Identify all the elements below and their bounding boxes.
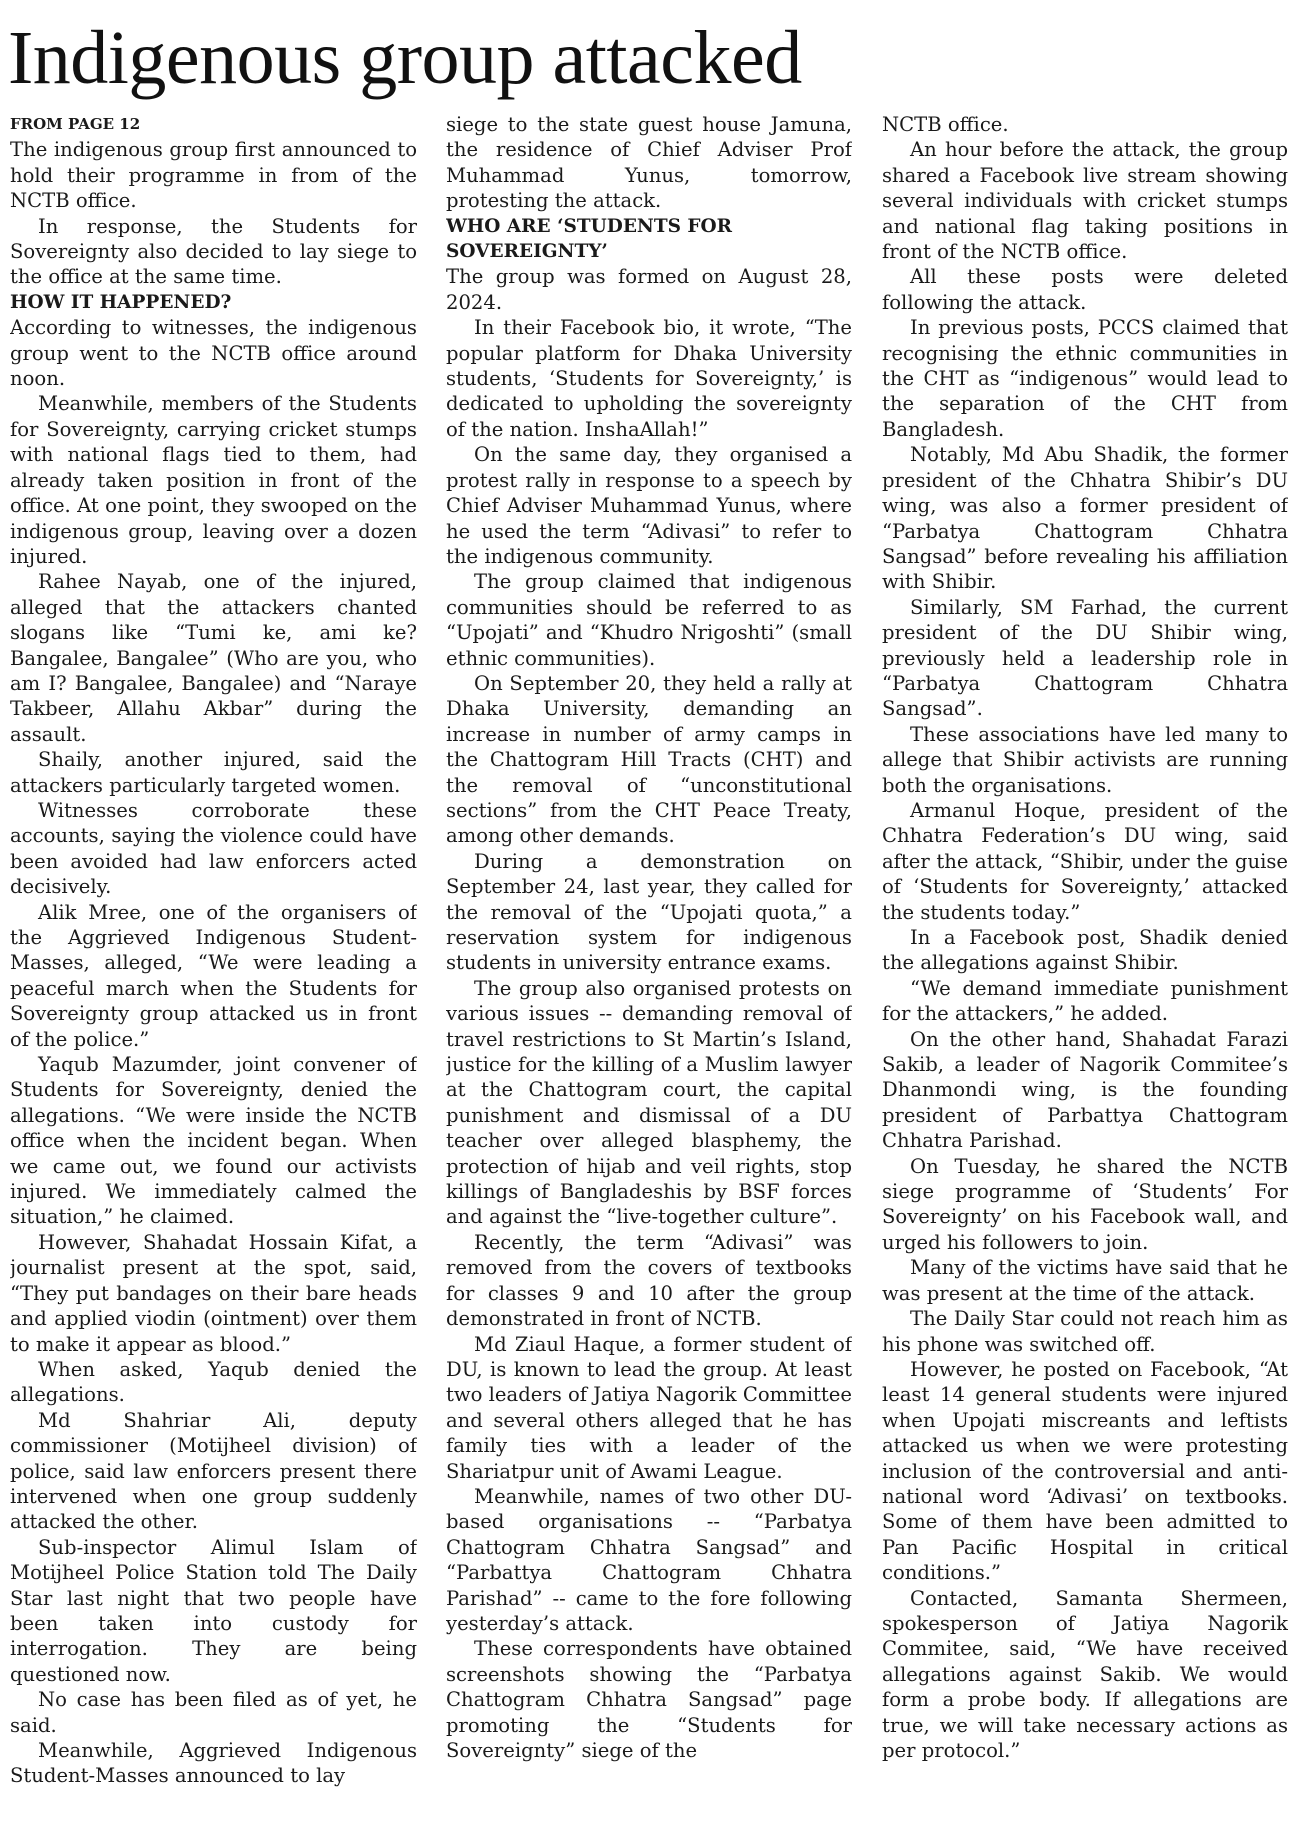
article-paragraph: No case has been filed as of yet, he said. [10, 1688, 417, 1737]
article-paragraph: On September 20, they held a rally at Dhaka University, demanding an increase in number of army camps in the Chattogram Hill Tracts (CHT) and the removal of “unconstitutional sections” from the CHT Peace Treaty, among other demands. [446, 671, 852, 848]
article-paragraph: Shaily, another injured, said the attackers particularly targeted women. [10, 748, 417, 797]
headline: Indigenous group attacked [8, 16, 802, 100]
article-paragraph: Recently, the term “Adivasi” was removed from the covers of textbooks for classes 9 and 10 after the group demonstrated in front of NCTB. [446, 1230, 852, 1331]
article-paragraph: On Tuesday, he shared the NCTB siege programme of ‘Students’ For Sovereignty’ on his Facebook wall, and urged his followers to join. [882, 1154, 1288, 1254]
section-subhead: HOW IT HAPPENED? [10, 291, 232, 313]
article-paragraph: Yaqub Mazumder, joint convener of Students for Sovereignty, denied the allegations. “We were inside the NCTB office when the incident began. When we came out, we found our activists injured. We immediately calmed the situation,” he claimed. [10, 1053, 417, 1229]
article-paragraph: In previous posts, PCCS claimed that recognising the ethnic communities in the CHT as “indigenous” would lead to the separation of the CHT from Bangladesh. [882, 316, 1288, 441]
article-paragraph: In their Facebook bio, it wrote, “The popular platform for Dhaka University students, ‘Students for Sovereignty,’ is dedicated to upholding the sovereignty of the nation. InshaAllah!” [446, 316, 852, 441]
article-paragraph: Meanwhile, Aggrieved Indigenous Student-Masses announced to lay [10, 1739, 417, 1788]
article-paragraph: During a demonstration on September 24, last year, they called for the removal of the “Upojati quota,” a reservation system for indigenous students in university entrance exams. [446, 849, 852, 975]
article-paragraph: Rahee Nayab, one of the injured, alleged that the attackers chanted slogans like “Tumi ke, ami ke? Bangalee, Bangalee” (Who are you, who am I? Bangalee, Bangalee) and “Naraye Takbeer, Allahu Akbar” during the assault. [10, 570, 417, 746]
article-paragraph: However, Shahadat Hossain Kifat, a journalist present at the spot, said, “They put bandages on their bare heads and applied viodin (ointment) over them to make it appear as blood.” [10, 1230, 417, 1356]
article-column-1 [10, 112, 417, 1834]
article-paragraph: On the same day, they organised a protest rally in response to a speech by Chief Adviser Muhammad Yunus, where he used the term “Adivasi” to refer to the indigenous community. [446, 443, 852, 568]
continued-from-kicker: FROM PAGE 12 [10, 115, 141, 133]
article-paragraph: The group claimed that indigenous communities should be referred to as “Upojati” and “Khudro Nrigoshti” (small ethnic communities). [446, 570, 852, 670]
article-paragraph: An hour before the attack, the group shared a Facebook live stream showing several individuals with cricket stumps and national flag taking positions in front of the NCTB office. [882, 138, 1288, 264]
article-paragraph: Similarly, SM Farhad, the current president of the DU Shibir wing, previously held a leadership role in “Parbatya Chattogram Chhatra Sangsad”. [882, 595, 1288, 721]
article-paragraph: The indigenous group first announced to hold their programme in from of the NCTB office. [10, 138, 417, 213]
section-subhead: WHO ARE ‘STUDENTS FOR SOVEREIGNTY’ [446, 215, 733, 263]
article-column-3 [882, 112, 1288, 1834]
article-paragraph: “We demand immediate punishment for the attackers,” he added. [882, 976, 1288, 1026]
article-paragraph: When asked, Yaqub denied the allegations. [10, 1357, 417, 1407]
article-paragraph: All these posts were deleted following the attack. [882, 265, 1288, 314]
article-paragraph: The group also organised protests on various issues -- demanding removal of travel restrictions to St Martin’s Island, justice for the killing of a Muslim lawyer at the Chattogram court, the capital punishment and dismissal of a DU teacher over alleged blasphemy, the protection of hijab and veil rights, stop killings of Bangladeshis by BSF forces and against the “live-together culture”. [446, 976, 852, 1229]
article-paragraph: According to witnesses, the indigenous group went to the NCTB office around noon. [10, 316, 417, 391]
article-paragraph: Contacted, Samanta Shermeen, spokesperson of Jatiya Nagorik Commitee, said, “We have received allegations against Sakib. We would form a probe body. If allegations are true, we will take necessary actions as per protocol.” [882, 1586, 1288, 1762]
article-paragraph: Md Ziaul Haque, a former student of DU, is known to lead the group. At least two leaders of Jatiya Nagorik Committee and several others alleged that he has family ties with a leader of the Shariatpur unit of Awami League. [446, 1332, 852, 1483]
article-paragraph: Many of the victims have said that he was present at the time of the attack. [882, 1256, 1288, 1305]
article-paragraph: Witnesses corroborate these accounts, saying the violence could have been avoided had law enforcers acted decisively. [10, 798, 417, 899]
article-paragraph: In response, the Students for Sovereignty also decided to lay siege to the office at the same time. [10, 214, 417, 289]
article-paragraph: In a Facebook post, Shadik denied the allegations against Shibir. [882, 926, 1288, 975]
article-paragraph: Meanwhile, members of the Students for Sovereignty, carrying cricket stumps with national flags tied to them, had already taken position in front of the office. At one point, they swooped on the indigenous group, leaving over a dozen injured. [10, 392, 417, 568]
article-paragraph: Alik Mree, one of the organisers of the Aggrieved Indigenous Student-Masses, alleged, “We were leading a peaceful march when the Students for Sovereignty group attacked us in front of the police.” [10, 900, 417, 1051]
article-paragraph: The group was formed on August 28, 2024. [446, 265, 852, 314]
article-paragraph: NCTB office. [882, 113, 1009, 136]
article-column-2 [446, 112, 852, 1834]
article-paragraph: Md Shahriar Ali, deputy commissioner (Motijheel division) of police, said law enforcers present there intervened when one group suddenly attacked the other. [10, 1408, 417, 1534]
article-paragraph: siege to the state guest house Jamuna, the residence of Chief Adviser Prof Muhammad Yunus, tomorrow, protesting the attack. [446, 113, 852, 213]
article-paragraph: Meanwhile, names of two other DU-based organisations -- “Parbatya Chattogram Chhatra Sangsad” and “Parbattya Chattogram Chhatra Parishad” -- came to the fore following yesterday’s attack. [446, 1484, 852, 1635]
article-paragraph: However, he posted on Facebook, “At least 14 general students were injured when Upojati miscreants and leftists attacked us when we were protesting inclusion of the controversial and anti-national word ‘Adivasi’ on textbooks. Some of them have been admitted to Pan Pacific Hospital in critical conditions.” [882, 1357, 1288, 1585]
article-paragraph: Armanul Hoque, president of the Chhatra Federation’s DU wing, said after the attack, “Shibir, under the guise of ‘Students for Sovereignty,’ attacked the students today.” [882, 798, 1288, 924]
article-paragraph: The Daily Star could not reach him as his phone was switched off. [882, 1307, 1288, 1356]
article-paragraph: On the other hand, Shahadat Farazi Sakib, a leader of Nagorik Commitee’s Dhanmondi wing, is the founding president of Parbattya Chattogram Chhatra Parishad. [882, 1027, 1288, 1153]
article-paragraph: Sub-inspector Alimul Islam of Motijheel Police Station told The Daily Star last night that two people have been taken into custody for interrogation. They are being questioned now. [10, 1535, 417, 1686]
article-paragraph: These associations have led many to allege that Shibir activists are running both the organisations. [882, 722, 1288, 797]
article-paragraph: Notably, Md Abu Shadik, the former president of the Chhatra Shibir’s DU wing, was also a former president of “Parbatya Chattogram Chhatra Sangsad” before revealing his affiliation with Shibir. [882, 443, 1288, 594]
article-paragraph: These correspondents have obtained screenshots showing the “Parbatya Chattogram Chhatra Sangsad” page promoting the “Students for Sovereignty” siege of the [446, 1637, 852, 1762]
